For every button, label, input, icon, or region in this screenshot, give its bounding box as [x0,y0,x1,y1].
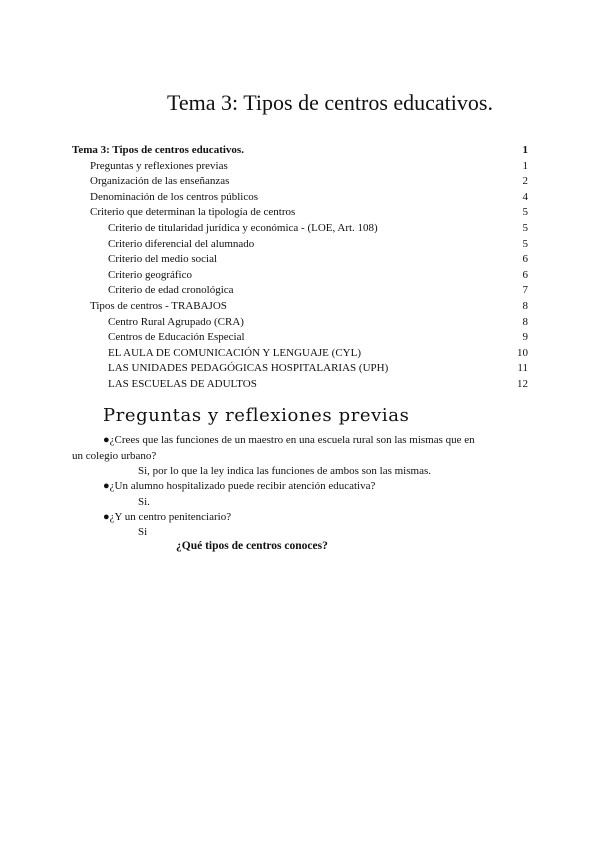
toc-entry[interactable] [72,268,528,284]
toc-entry[interactable] [72,377,528,393]
toc-entry-page: 8 [522,299,528,312]
toc-entry-page: 8 [522,315,528,328]
toc-entry-label: Criterio geográfico [108,268,192,281]
question-1: ●¿Crees que las funciones de un maestro en una escuela rural son las mismas que en [103,434,475,446]
question-2: ●¿Un alumno hospitalizado puede recibir atención educativa? [103,480,376,492]
toc-entry-page: 5 [522,221,528,234]
answer-3: Si [138,526,148,538]
toc-entry[interactable] [72,315,528,331]
toc-entry-label: Criterio diferencial del alumnado [108,237,255,250]
closing-question: ¿Qué tipos de centros conoces? [176,540,328,552]
toc-entry[interactable] [72,330,528,346]
toc-entry-page: 1 [522,159,528,172]
document-title: Tema 3: Tipos de centros educativos. [167,90,493,115]
toc-entry[interactable] [72,252,528,268]
question-1-continued: un colegio urbano? [72,450,157,462]
toc-entry-page: 2 [522,175,528,188]
section-heading: Preguntas y reflexiones previas [103,405,410,426]
toc-entry[interactable] [72,299,528,315]
toc-entry[interactable] [72,190,528,206]
toc-entry-label: Tipos de centros - TRABAJOS [90,299,227,312]
question-3: ●¿Y un centro penitenciario? [103,511,232,523]
toc-entry[interactable] [72,346,528,362]
table-of-contents [72,143,528,393]
toc-entry-page: 6 [522,253,528,266]
toc-entry-page: 11 [517,362,528,375]
toc-entry-label: EL AULA DE COMUNICACIÓN Y LENGUAJE (CYL) [108,346,361,359]
toc-entry[interactable] [72,174,528,190]
answer-2: Si. [138,496,150,508]
toc-entry-label: Preguntas y reflexiones previas [90,159,228,172]
toc-entry-label: Organización de las enseñanzas [90,175,230,188]
toc-entry[interactable] [72,159,528,175]
toc-entry[interactable] [72,205,528,221]
toc-entry-page: 6 [522,268,528,281]
toc-entry-label: Centro Rural Agrupado (CRA) [108,315,244,328]
toc-entry-page: 5 [522,206,528,219]
toc-entry-label: Tema 3: Tipos de centros educativos. [72,144,244,156]
toc-entry-label: Criterio de titularidad jurídica y económica - (LOE, Art. 108) [108,221,378,234]
toc-entry[interactable] [72,361,528,377]
toc-entry-label: Criterio de edad cronológica [108,284,234,297]
toc-entry[interactable] [72,283,528,299]
toc-entry-page: 5 [522,237,528,250]
toc-entry-page: 1 [522,144,528,156]
toc-entry-page: 7 [522,284,528,297]
toc-entry-page: 10 [517,346,528,359]
toc-entry-page: 4 [522,190,528,203]
toc-entry-label: Criterio del medio social [108,253,218,266]
toc-entry[interactable] [72,237,528,253]
toc-entry-label: LAS UNIDADES PEDAGÓGICAS HOSPITALARIAS (UPH) [108,362,389,375]
toc-entry[interactable] [72,221,528,237]
toc-entry-label: Denominación de los centros públicos [90,190,259,203]
toc-entry-page: 12 [517,377,528,390]
toc-entry-label: LAS ESCUELAS DE ADULTOS [108,377,257,390]
toc-entry-label: Criterio que determinan la tipología de centros [90,206,296,219]
toc-entry-label: Centros de Educación Especial [108,331,245,344]
answer-1: Si, por lo que la ley indica las funciones de ambos son las mismas. [138,465,431,477]
toc-entry[interactable] [72,143,528,159]
toc-entry-page: 9 [522,331,528,344]
